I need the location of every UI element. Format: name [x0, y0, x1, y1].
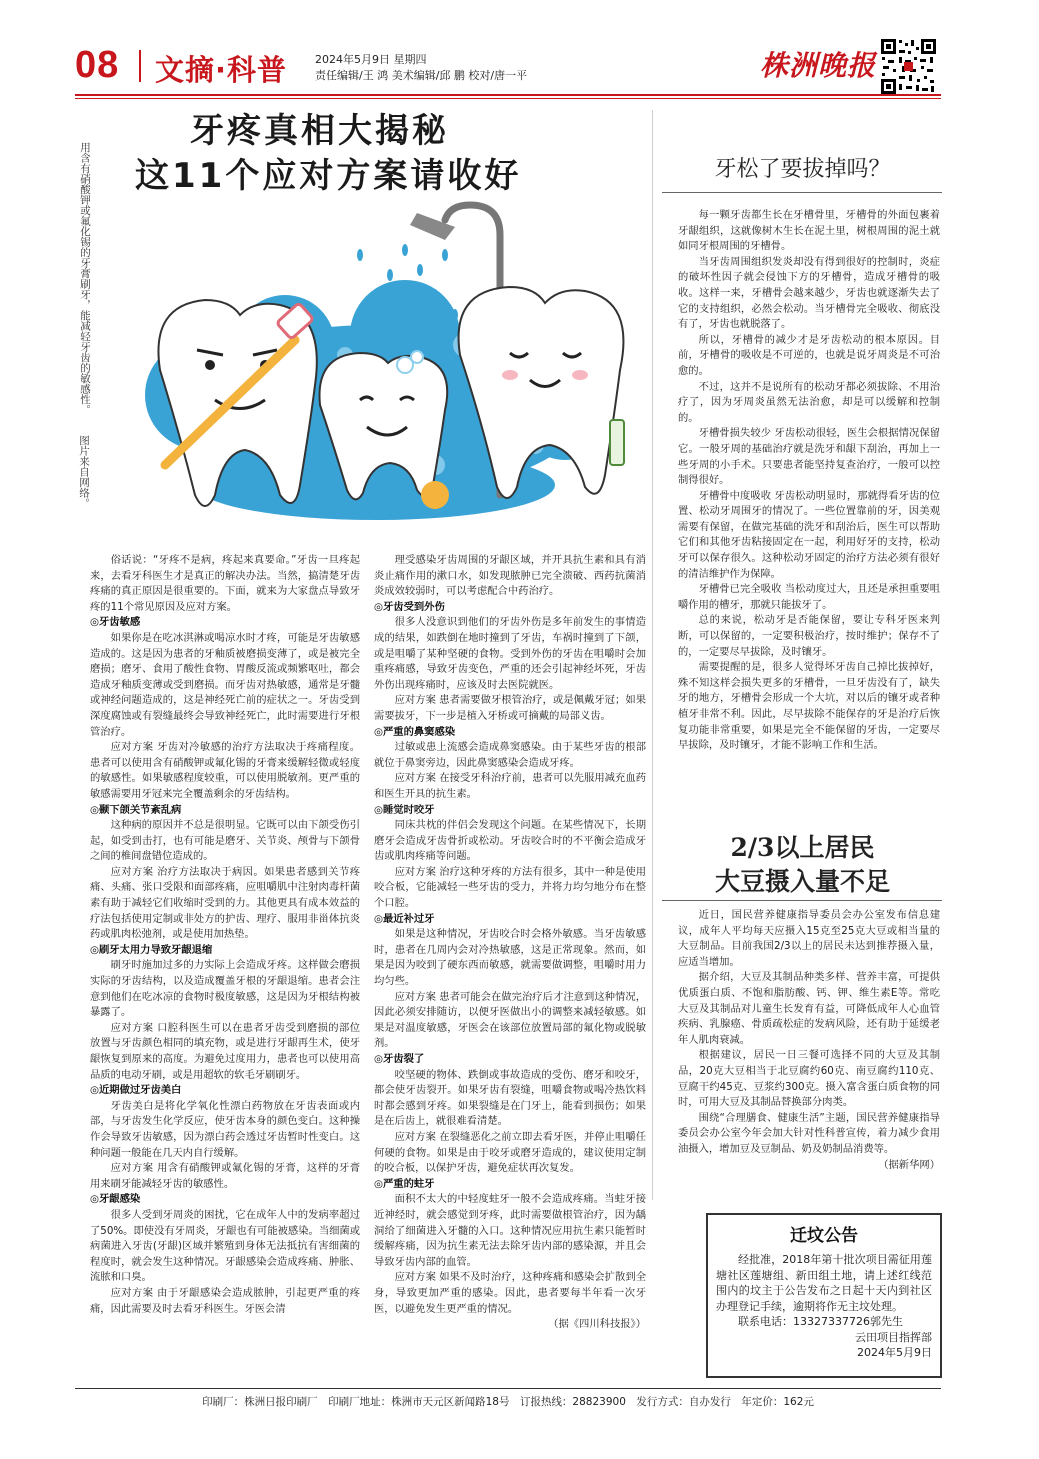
paragraph: 如果是这种情况，牙齿咬合时会格外敏感。当牙齿敏感时，患者在几周内会对冷热敏感，这是正常现象。然而，如果是因为咬到了硬东西而敏感，就需要做调整，咀嚼时用力均匀些。: [374, 928, 646, 988]
qr-code-icon: [880, 38, 937, 95]
paragraph: 牙槽骨中度吸收 牙齿松动明显时，那就得看牙齿的位置、松动牙周围牙的情况了。一些位置靠前的牙，因美观需要有保留，在做完基础的洗牙和刮治后，医生可以帮助它们和其他牙齿粘接固定在一起，利用好牙的支持，松动牙可以保存很久。这种松动牙固定的治疗方法必须有很好的清洁维护作为保障。: [678, 489, 940, 580]
paragraph: 近日，国民营养健康指导委员会办公室发布信息建议，成年人平均每天应摄入15克至25克大豆或相当量的大豆制品。目前我国2/3以上的居民未达到推荐摄入量，应适当增加。: [678, 909, 940, 968]
paragraph: 俗话说：“牙疼不是病，疼起来真要命。”牙齿一旦疼起来，去看牙科医生才是真正的解决办法。当然，搞清楚牙齿疼痛的真正原因是很重要的。下面，就来为大家盘点导致牙疼的11个常见原因及应对方案。: [90, 554, 360, 613]
paragraph: 当牙齿周围组织发炎却没有得到很好的控制时，炎症的破坏性因子就会侵蚀下方的牙槽骨，造成牙槽骨的吸收。这样一来，牙槽骨会越来越少，牙齿也就逐渐失去了它的支持组织，必然会松动。当牙槽骨完全吸收、彻底没有了，牙齿也就脱落了。: [678, 255, 940, 331]
paragraph: 很多人没意识到他们的牙齿外伤是多年前发生的事情造成的结果，如跌倒在地时撞到了牙齿，车祸时撞到了下颌，或是咀嚼了某种坚硬的食物。受到外伤的牙齿在咀嚼时会加重疼痛感，导致牙齿变色，严重的还会引起神经坏死，牙齿外伤出现疼痛时，应该及时去医院就医。: [374, 616, 646, 691]
paragraph: 应对方案 牙齿对冷敏感的治疗方法取决于疼痛程度。患者可以使用含有硝酸钾或氟化锡的牙膏来缓解轻微或轻度的敏感性。如果敏感程度较重，可以使用脱敏剂。更严重的敏感需要用牙冠来完全覆盖剩余的牙齿结构。: [90, 741, 360, 800]
side-article-2-title-line2: 大豆摄入量不足: [714, 867, 890, 896]
paragraph: 如果你是在吃冰淇淋或喝凉水时才疼，可能是牙齿敏感造成的。这是因为患者的牙釉质被磨损变薄了，或是被完全磨损；磨牙、食用了酸性食物、胃酸反流或频繁呕吐，都会造成牙釉质变薄或受到磨损。而牙齿对热敏感，通常是牙髓或神经问题造成的，这是神经死亡前的症状之一。牙齿受到深度腐蚀或有裂缝最终会导致神经死亡，此时需要进行牙根管治疗。: [90, 631, 360, 738]
paragraph: 很多人受到牙周炎的困扰，它在成年人中的发病率超过了50%。即使没有牙周炎，牙龈也有可能被感染。当细菌或病菌进入牙齿(牙龈)区域并繁殖到身体无法抵抗有害细菌的程度时，就会发生这种情况。牙龈感染会造成疼痛、肿胀、流脓和口臭。: [90, 1208, 361, 1284]
issue-date: 2024年5月9日 星期四: [315, 53, 427, 66]
side-article-2-title-line1: 2/3以上居民: [730, 833, 875, 862]
side-article-1-body: [678, 208, 940, 754]
paragraph: 牙槽骨损失较少 牙齿松动很轻，医生会根据情况保留它。一般牙周的基础治疗就是洗牙和龈下刮治，再加上一些牙周的小手术。只要患者能坚持复查治疗，一般可以控制得很好。: [678, 427, 940, 487]
notice-date: 2024年5月9日: [857, 1346, 932, 1359]
teeth-shower-illustration: [105, 195, 645, 545]
column-divider: [652, 110, 653, 1200]
footer-rule: [75, 1388, 941, 1389]
main-article-title-line2: 这11个应对方案请收好: [135, 156, 522, 196]
paragraph: 所以，牙槽骨的减少才是牙齿松动的根本原因。目前，牙槽骨的吸收是不可逆的，也就是说牙周炎是不可治愈的。: [678, 333, 940, 377]
paragraph: 每一颗牙齿都生长在牙槽骨里，牙槽骨的外面包裹着牙龈组织，这就像树木生长在泥土里，树根周围的泥土就如同牙根周围的牙槽骨。: [678, 209, 940, 253]
paragraph: 应对方案 口腔科医生可以在患者牙齿受到磨损的部位放置与牙齿颜色相同的填充物，或是进行牙龈再生术，使牙龈恢复到原来的高度。为避免过度用力，患者也可以使用高品质的电动牙刷，或是用超软的软毛牙刷刷牙。: [90, 1021, 360, 1081]
paragraph: 应对方案 患者可能会在做完治疗后才注意到这种情况，因此必须安排随访，以便牙医做出小的调整来减轻敏感。如果是对温度敏感，牙医会在该部位放置局部的氟化物或脱敏剂。: [374, 990, 646, 1050]
paragraph: 应对方案 由于牙龈感染会造成脓肿，引起更严重的疼痛，因此需要及时去看牙科医生。牙医会清: [90, 1286, 360, 1315]
printing-info: 印刷厂：株洲日报印刷厂 印刷厂地址：株洲市天元区新闻路18号 订报热线：28823900 发行方式：自办发行 年定价：162元: [202, 1396, 814, 1408]
subheading: ◎牙齿裂了: [374, 1053, 425, 1065]
header-rule-thin: [75, 98, 941, 99]
paragraph: 围绕“合理膳食、健康生活”主题，国民营养健康指导委员会办公室今年会加大针对性科普宣传，着力减少食用油摄入，增加豆及豆制品、奶及奶制品消费等。: [678, 1111, 940, 1155]
notice-contact: 联系电话：13327337726郭先生: [738, 1315, 903, 1328]
main-article-column-a: [90, 553, 360, 1317]
paragraph: 应对方案 用含有硝酸钾或氟化锡的牙膏，这样的牙膏用来刷牙能减轻牙齿的敏感性。: [90, 1162, 360, 1190]
header-divider: [139, 50, 141, 82]
relocation-notice: [706, 1213, 942, 1378]
subheading: ◎牙齿敏感: [90, 616, 141, 629]
paragraph: 应对方案 在接受牙科治疗前，患者可以先服用减充血药和医生开具的抗生素。: [374, 772, 646, 800]
main-article-column-b: [374, 553, 646, 1333]
notice-body: 经批准，2018年第十批次项目需征用莲塘社区莲塘组、新田组土地，请上述红线范围内的坟主于公告发布之日起十天内到社区办理登记手续，逾期将作无主坟处理。: [716, 1253, 932, 1313]
side-article-1-title: 牙松了要拔掉吗？: [714, 157, 891, 182]
paragraph: 面积不太大的中轻度蛀牙一般不会造成疼痛。当蛀牙接近神经时，就会感觉到牙疼，此时需要做根管治疗，因为龋洞给了细菌进入牙髓的入口。这种情况应用抗生素只能暂时缓解疼痛，因为抗生素无法去除牙齿内部的感染源，并且会导致牙齿内部的血管。: [374, 1193, 646, 1268]
paragraph: 牙齿美白是将化学氧化性漂白药物放在牙齿表面或内部，与牙齿发生化学反应，使牙齿本身的颜色变白。这种操作会导致牙齿敏感，因为漂白药会透过牙齿暂时性变白。这种问题一般能在几天内自行缓解。: [90, 1099, 360, 1159]
paragraph: 应对方案 治疗方法取决于病因。如果患者感到关节疼痛、头痛、张口受限和面部疼痛，应咀嚼肌中注射肉毒杆菌素有助于减轻它们收缩时受到的力。其他更具有成本效益的疗法包括使用定制或非处方的护齿、理疗、服用非甾体抗炎药或肌肉松弛剂，或是使用加热垫。: [90, 865, 360, 941]
paragraph: 应对方案 在裂缝恶化之前立即去看牙医，并停止咀嚼任何硬的食物。如果是由于咬牙或磨牙造成的，建议使用定制的咬合板，以保护牙齿，避免症状再次复发。: [374, 1130, 646, 1175]
paragraph: 总的来说，松动牙是否能保留，要让专科牙医来判断，可以保留的，一定要积极治疗，按时维护；保存不了的，一定要尽早拔除，及时镶牙。: [678, 614, 940, 658]
paragraph: 据介绍，大豆及其制品种类多样、营养丰富，可提供优质蛋白质、不饱和脂肪酸、钙、钾、维生素E等。常吃大豆及其制品对儿童生长发育有益，可降低成年人心血管疾病、乳腺癌、骨质疏松症的发病风险，还有助于延缓老年人肌肉衰减。: [678, 971, 940, 1046]
paragraph: 需要提醒的是，很多人觉得坏牙齿自己掉比拔掉好，殊不知这样会损失更多的牙槽骨，一旦牙齿没有了，缺失牙的地方，牙槽骨会形成一个大坑，对以后的镶牙或者种植牙非常不利。因此，尽早拔除不能保存的牙是治疗后恢复功能非常重要，如果是完全不能保留的牙齿，一定要尽早拔除，及时镶牙，才能不影响工作和生活。: [678, 661, 940, 752]
image-caption: 用含有硝酸钾或氟化锡的牙膏刷牙，能减轻牙齿的敏感性。: [79, 142, 91, 415]
paragraph: 理受感染牙齿周围的牙龈区域，并开具抗生素和具有消炎止痛作用的漱口水，如发现脓肿已完全溃破、西药抗菌消炎成效较弱时，可以考虑配合中药治疗。: [374, 554, 646, 598]
image-credit: 图片来自网络。: [78, 435, 90, 509]
newspaper-logo: 株洲晚报: [760, 49, 877, 82]
notice-title: 迁坟公告: [790, 1226, 858, 1246]
section-title: 文摘·科普: [155, 53, 288, 87]
subheading: ◎刷牙太用力导致牙龈退缩: [90, 943, 213, 956]
subheading: ◎牙龈感染: [90, 1193, 141, 1206]
paragraph: 应对方案 治疗这种牙疼的方法有很多，其中一种是使用咬合板，它能减轻一些牙齿的受力，并将力均匀地分布在整个口腔。: [374, 865, 646, 910]
paragraph: 同床共枕的伴侣会发现这个问题。在某些情况下，长期磨牙会造成牙齿骨折或松动。牙齿咬合时的不平衡会造成牙齿或肌肉疼痛等问题。: [374, 819, 646, 863]
subheading: ◎睡觉时咬牙: [374, 803, 435, 816]
main-article-title-line1: 牙疼真相大揭秘: [190, 111, 449, 151]
article-source: （据新华网）: [878, 1158, 940, 1171]
subheading: ◎最近补过牙: [374, 912, 435, 925]
side-article-1-rule: [662, 192, 942, 193]
paragraph: 不过，这并不是说所有的松动牙都必须拔除、不用治疗了，因为牙周炎虽然无法治愈，却是可以缓解和控制的。: [678, 380, 940, 424]
paragraph: 过敏或患上流感会造成鼻窦感染。由于某些牙齿的根部就位于鼻窦旁边，因此鼻窦感染会造成牙疼。: [374, 741, 646, 769]
subheading: ◎牙齿受到外伤: [374, 600, 445, 613]
paragraph: 牙槽骨已完全吸收 当松动度过大，且还是承担重要咀嚼作用的槽牙，那就只能拔牙了。: [678, 583, 940, 611]
paragraph: 应对方案 患者需要做牙根管治疗，或是佩戴牙冠；如果需要拔牙，下一步是植入牙桥或可摘戴的局部义齿。: [374, 694, 646, 722]
subheading: ◎颞下颌关节紊乱病: [90, 803, 182, 816]
side-article-2-body: [678, 908, 940, 1173]
page-number: 08: [75, 44, 120, 86]
notice-org: 云田项目指挥部: [855, 1330, 932, 1344]
side-article-2-rule: [662, 900, 942, 901]
paragraph: 应对方案 如果不及时治疗，这种疼痛和感染会扩散到全身，导致更加严重的感染。因此，患者要每半年看一次牙医，以避免发生更严重的情况。: [374, 1271, 646, 1315]
subheading: ◎近期做过牙齿美白: [90, 1084, 182, 1097]
article-source: （据《四川科技报》）: [548, 1318, 646, 1331]
paragraph: 刷牙时施加过多的力实际上会造成牙疼。这样做会磨损实际的牙齿结构，以及造成覆盖牙根的牙龈退缩。患者会注意到他们在吃冰凉的食物时极度敏感，这是因为牙根结构被暴露了。: [90, 959, 360, 1019]
paragraph: 咬坚硬的物体、跌倒或事故造成的受伤、磨牙和咬牙，都会使牙齿裂开。如果牙齿有裂缝，咀嚼食物或喝冷热饮料时都会感到牙疼。如果裂缝是在门牙上，能看到损伤；如果是在后齿上，就很难看清楚。: [374, 1068, 646, 1128]
paragraph: 根据建议，居民一日三餐可选择不同的大豆及其制品，20克大豆相当于北豆腐约60克、南豆腐约110克、豆腐干约45克、豆浆约300克。摄入富含蛋白质食物的同时，可用大豆及其制品替换部分肉类。: [678, 1049, 940, 1109]
paragraph: 这种病的原因并不总是很明显。它既可以由下颌受伤引起，如受到击打，也有可能是磨牙、关节炎、颅骨与下颌骨之间的椎间盘错位造成的。: [90, 819, 360, 863]
editors-credit: 责任编辑/王 鸿 美术编辑/邱 鹏 校对/唐一平: [315, 69, 528, 82]
subheading: ◎严重的鼻窦感染: [374, 725, 456, 738]
page-header: [75, 38, 941, 93]
subheading: ◎严重的蛀牙: [374, 1177, 435, 1190]
header-rule: [75, 94, 941, 96]
